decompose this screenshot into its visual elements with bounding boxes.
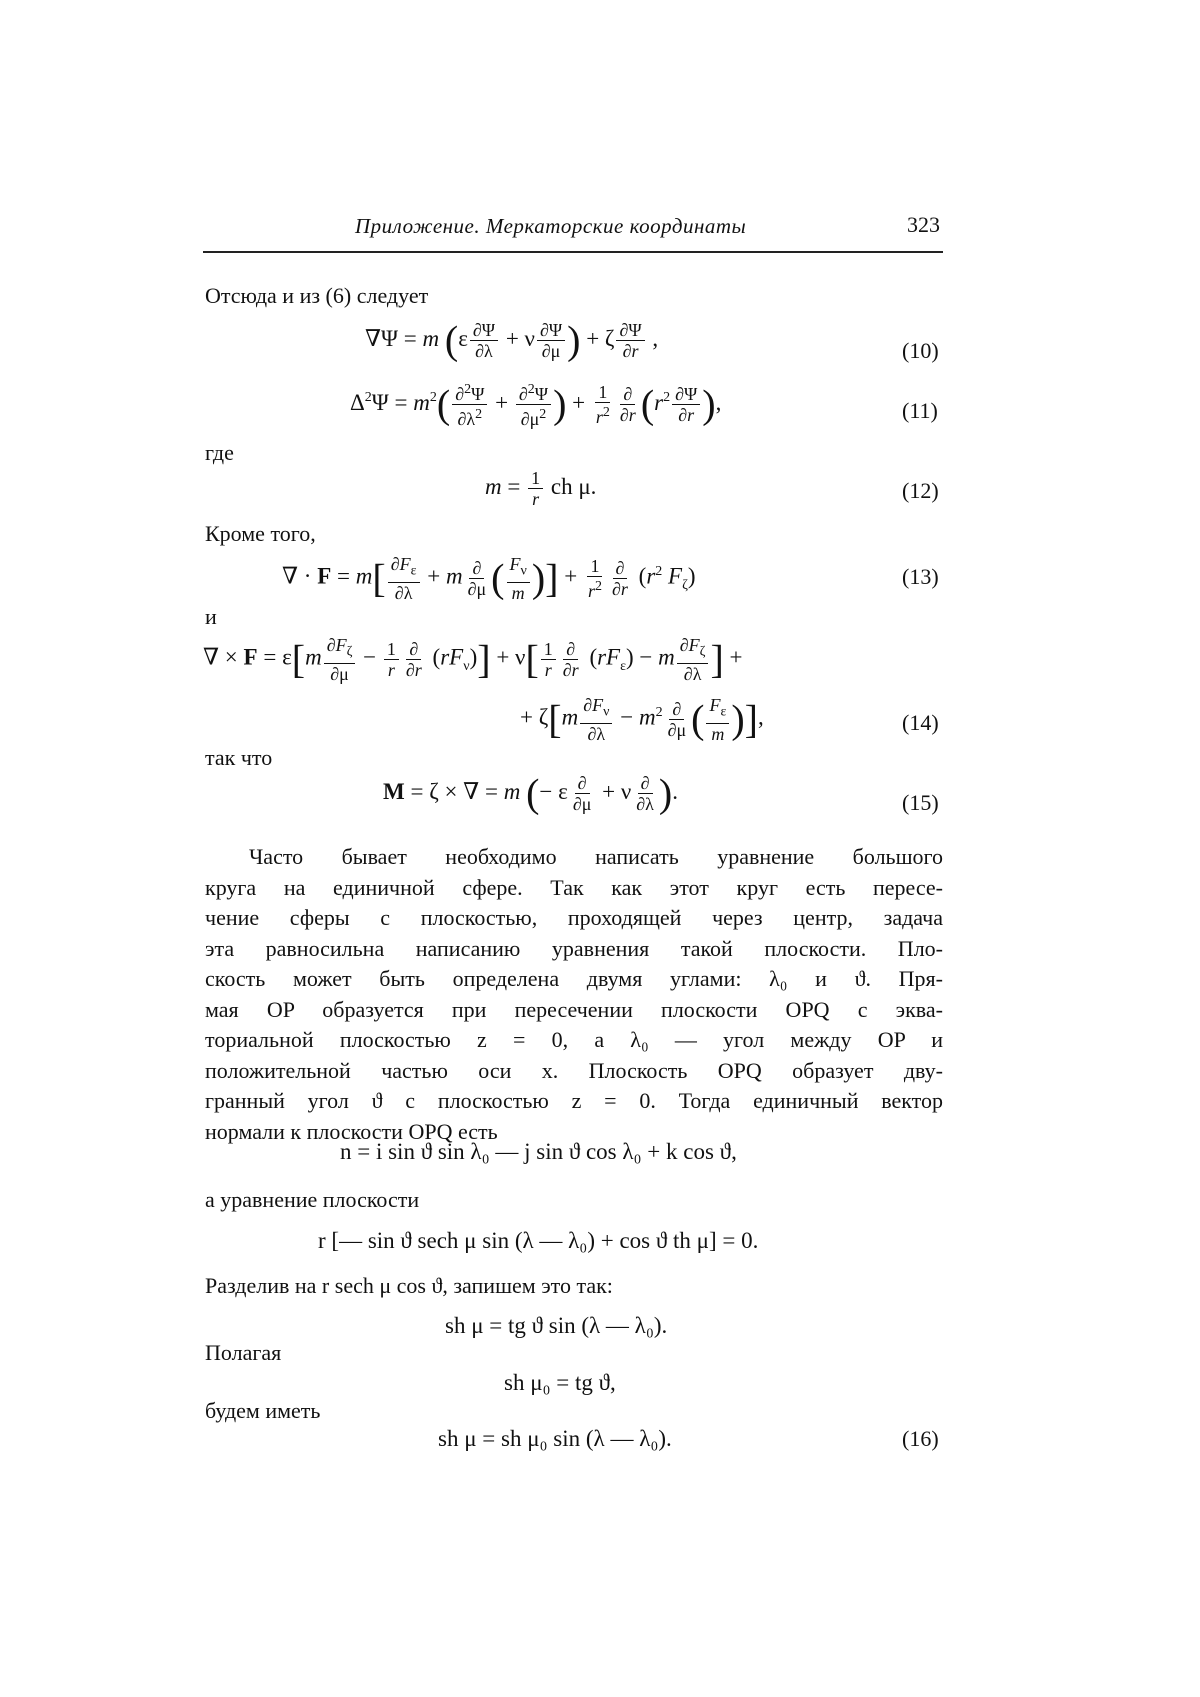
equation-number-15: (15) (902, 790, 939, 815)
paragraph-line: круга на единичной сфере. Так как этот круг есть пересе- (205, 874, 943, 900)
text-besides: Кроме того, (205, 521, 316, 546)
text-where: где (205, 440, 234, 465)
equation-10: ∇Ψ = m (ε $\frac{\partial\Psi}{\partial\lambda}$ + ν $\frac{\partial\Psi}{\partial\mu}$ ) + ζ $\frac{\partial\Psi}{\partial r}$ , (365, 317, 659, 363)
equation-sh-0: sh μ₀ = tg ϑ, (504, 1370, 616, 1395)
body-paragraph (205, 842, 943, 1147)
text-setting: Полагая (205, 1340, 282, 1365)
equation-14-line-1: ∇ × F = ε[m $\frac{\partial F_\zeta}{\partial\mu}$ − $\frac{1}{r}$ $\frac{\partial}{\partial r}$ $(rF_\nu)] + \nu$[ $\frac{1}{r}$ $\frac{\partial}{\partial r}$ $(rF_\varepsilon) - m$ $\frac{\partial F_\zeta}{\partial\lambda}$ ] + (203, 635, 743, 684)
paragraph-line: мая OP образуется при пересечении плоскости OPQ с эква- (205, 996, 943, 1022)
equation-number-12: (12) (902, 478, 939, 503)
equation-number-10: (10) (902, 338, 939, 363)
equation-14-line-2: + ζ[m $\frac{\partial F_\nu}{\partial\lambda}$ − $m^2$ $\frac{\partial}{\partial\mu}$ ( $\frac{F_\varepsilon}{m}$ )], (520, 695, 764, 744)
equation-plane: r [— sin ϑ sech μ sin (λ — λ₀) + cos ϑ th μ] = 0. (318, 1228, 759, 1253)
paragraph-line: чение сферы с плоскостью, проходящей через центр, задача (205, 905, 943, 930)
equation-12: m = $\frac{1}{r}$ ch μ. (485, 468, 597, 509)
equation-number-16: (16) (902, 1426, 939, 1451)
equation-15: M = ζ × ∇ = m (− ε $\frac{\partial}{\partial\mu}$ + ν $\frac{\partial}{\partial\lambda}$ ). (383, 770, 678, 816)
equation-13: ∇ · F = m[ $\frac{\partial F_\varepsilon}{\partial\lambda}$ + m $\frac{\partial}{\partial\mu}$ ( $\frac{F_\nu}{m}$ )] + $\frac{1}{r^2}$ $\frac{\partial}{\partial r}$ ($r^2$ $F_\zeta$) (282, 554, 696, 603)
equation-11: $\Delta^2\Psi = m^2$( $\frac{\partial^2\Psi}{\partial\lambda^2}$ + $\frac{\partial^2\Psi}{\partial\mu^2}$ ) + $\frac{1}{r^2}$ $\frac{\partial}{\partial r}$ ($r^2$ $\frac{\partial\Psi}{\partial r}$ ), (350, 381, 722, 429)
text-plane-equation-intro: а уравнение плоскости (205, 1187, 420, 1212)
equation-16: sh μ = sh μ₀ sin (λ — λ₀). (438, 1426, 672, 1451)
paragraph-line: положительной частью оси x. Плоскость OPQ образует дву- (205, 1057, 943, 1083)
page-number: 323 (907, 212, 940, 237)
equation-number-11: (11) (902, 398, 938, 423)
running-header-title: Приложение. Меркаторские координаты (355, 214, 747, 238)
header-rule (203, 251, 943, 253)
equation-normal-vector: n = i sin ϑ sin λ₀ — j sin ϑ cos λ₀ + k cos ϑ, (340, 1139, 737, 1164)
paragraph-line: эта равносильна написанию уравнения такой плоскости. Пло- (205, 935, 943, 961)
text-so-that: так что (205, 745, 273, 770)
text-dividing: Разделив на r sech μ cos ϑ, запишем это так: (205, 1273, 613, 1298)
paragraph-line: нормали к плоскости OPQ есть (205, 1118, 498, 1144)
equation-number-14: (14) (902, 710, 939, 735)
equation-sh-1: sh μ = tg ϑ sin (λ — λ₀). (445, 1313, 668, 1338)
text-line-hence: Отсюда и из (6) следует (205, 283, 429, 308)
text-and: и (205, 604, 217, 629)
paragraph-line: гранный угол ϑ с плоскостью z = 0. Тогда единичный вектор (205, 1088, 943, 1113)
paragraph-line: Часто бывает необходимо написать уравнение большого (249, 844, 943, 869)
equation-number-13: (13) (902, 564, 939, 589)
text-will-have: будем иметь (205, 1398, 321, 1423)
paragraph-line: скость может быть определена двумя углами: λ₀ и ϑ. Пря- (205, 966, 943, 991)
paragraph-line: ториальной плоскостью z = 0, а λ₀ — угол между OP и (205, 1027, 943, 1052)
